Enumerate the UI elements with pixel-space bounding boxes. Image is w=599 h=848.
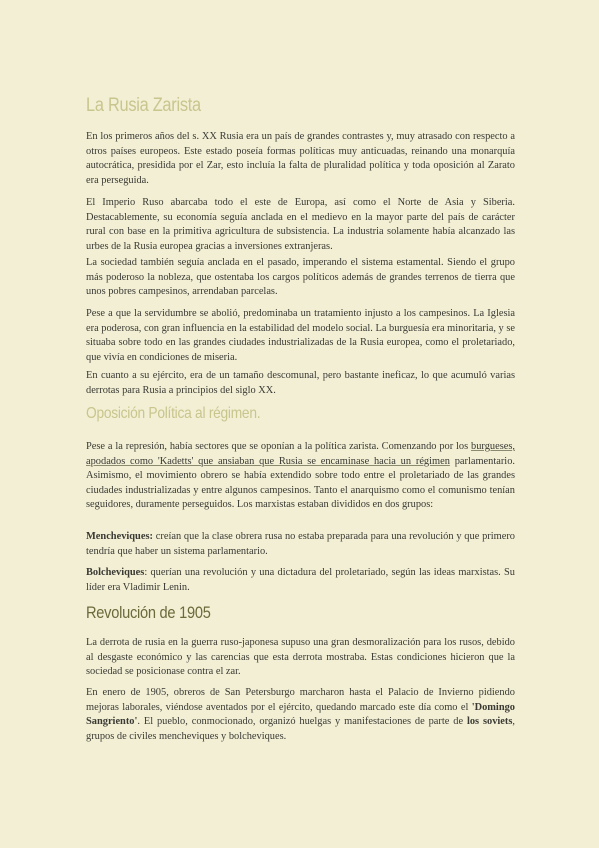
paragraph-revolution-2 — [86, 686, 515, 744]
opposition-intro-start: Pese a la represión, había sectores que se oponían a la política zarista. Comenzando por los — [86, 441, 472, 452]
paragraph-intro-4: Pese a que la servidumbre se abolió, predominaba un tratamiento injusto a los campesinos. La Iglesia era poderosa, con gran influencia en la estabilidad del modelo social. La burguesía era minoritaria, y se situaba sobre todo en las grandes ciudades industrializadas de la Rusia europea, como el proletariado, que vivía en condiciones de miseria. — [86, 308, 515, 363]
section-heading-opposition: Oposición Política al régimen. — [86, 405, 261, 422]
paragraph-mencheviques — [86, 530, 515, 559]
domingo-sangriento-quote: 'Domingo Sangriento' — [86, 701, 515, 728]
revolution-2-middle: . El pueblo, conmocionado, organizó huelgas y manifestaciones de parte de — [137, 716, 467, 728]
paragraph-opposition-intro — [86, 440, 515, 513]
section-heading-revolution: Revolución de 1905 — [86, 603, 211, 622]
bolcheviques-text: : querían una revolución y una dictadura del proletariado, según las ideas marxistas. Su líder era Vladimir Lenin. — [86, 567, 515, 593]
paragraph-intro-1: En los primeros años del s. XX Rusia era un país de grandes contrastes y, muy atrasado con respecto a otros países europeos. Este estado poseía formas políticas muy anticuadas, reinando una monarquía autocrática, presidida por el Zar, esto incluía la falta de pluralidad política y toda oposición al Zarato era perseguida. — [86, 131, 515, 186]
page-title: La Rusia Zarista — [86, 95, 201, 116]
bolcheviques-label: Bolcheviques — [86, 567, 145, 578]
paragraph-intro-5: En cuanto a su ejército, era de un tamaño descomunal, pero bastante ineficaz, lo que acumuló varias derrotas para Rusia a principios del siglo XX. — [86, 370, 515, 396]
soviets-term: los soviets — [466, 716, 513, 728]
mencheviques-text: creían que la clase obrera rusa no estaba preparada para una revolución y que primero tendría que haber un sistema parlamentario. — [86, 531, 515, 557]
mencheviques-label: Mencheviques: — [86, 531, 153, 542]
opposition-intro-underlined: burgueses, apodados como 'Kadetts' que ansiaban que Rusia se encaminase hacia un régimen — [86, 441, 515, 467]
paragraph-intro-2: El Imperio Ruso abarcaba todo el este de Europa, así como el Norte de Asia y Siberia. Destacablemente, su economía seguía anclada en el medievo en la mayor parte del país de carácter rural con base en la primitiva agricultura de subsistencia. La industria solamente había alcanzado las urbes de la Rusia europea gracias a inversiones extranjeras. — [86, 197, 515, 252]
opposition-intro-end: parlamentario. Asimismo, el movimiento obrero se había extendido sobre todo entre el proletariado de las grandes ciudades industrializadas y entre algunos campesinos. Tanto el anarquismo como el comunismo tenían seguidores, duramente perseguidos. Los marxistas estaban divididos en dos grupos: — [86, 455, 515, 511]
paragraph-intro-3: La sociedad también seguía anclada en el pasado, imperando el sistema estamental. Siendo el grupo más poderoso la nobleza, que ostentaba los cargos políticos además de grandes terrenos de tierra que unos pobres campesinos, arrendaban parcelas. — [86, 257, 515, 298]
paragraph-revolution-1: La derrota de rusia en la guerra ruso-japonesa supuso una gran desmoralización para los rusos, debido al desgaste económico y las carencias que esta derrota mostraba. Estas condiciones hicieron que la sociedad se posicionase contra el zar. — [86, 637, 515, 678]
revolution-2-start: En enero de 1905, obreros de San Petersburgo marcharon hasta el Palacio de Invierno pidiendo mejoras laborales, viéndose aventados por el ejército, quedando marcado este día como el — [86, 687, 515, 713]
revolution-2-end: , grupos de civiles mencheviques y bolcheviques. — [86, 716, 516, 742]
paragraph-bolcheviques — [86, 566, 515, 595]
